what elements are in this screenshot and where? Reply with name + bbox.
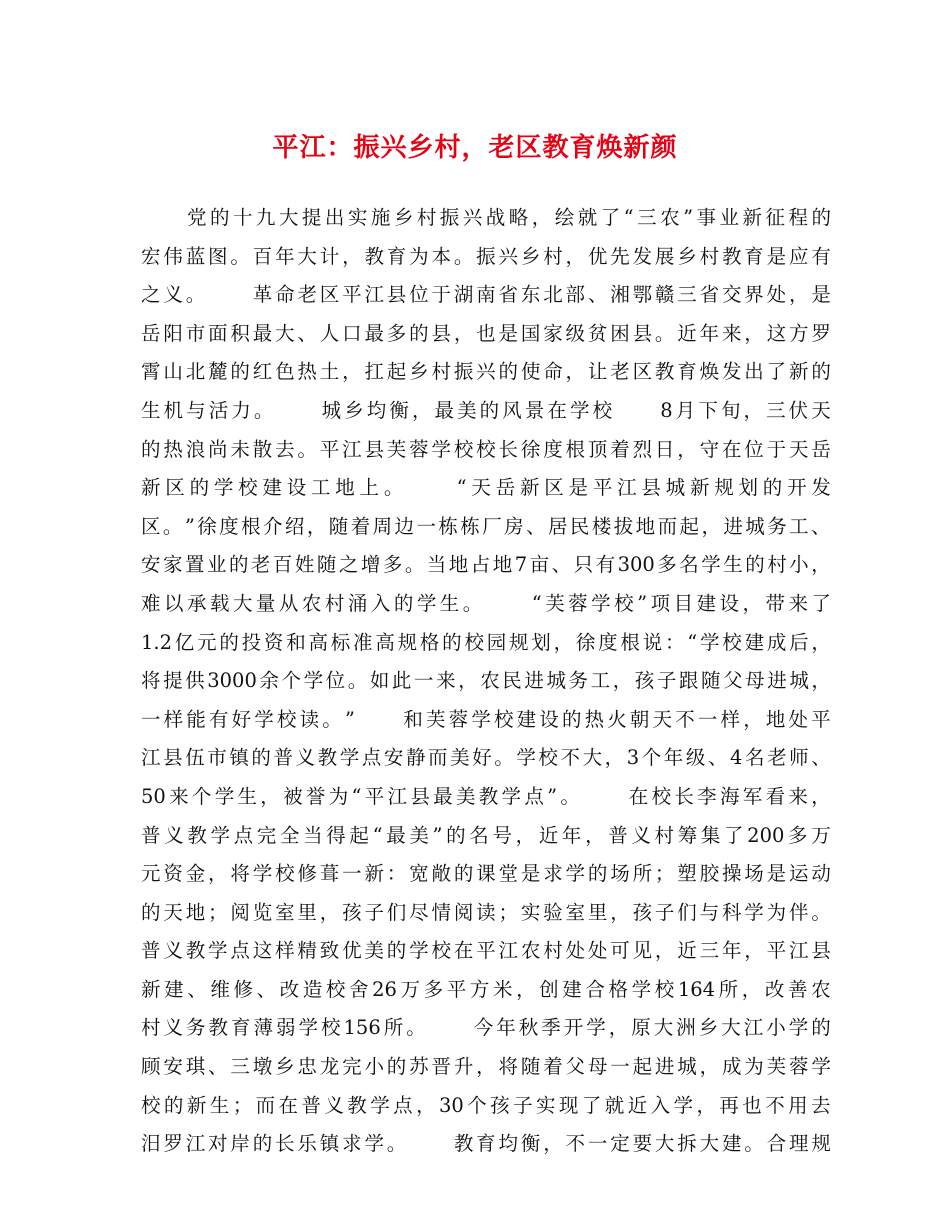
body-text-line: 江 县 伍 市 镇 的 普 义 教 学 点 安 静 而 美 好 。 学 校 不 大 ， 3 个 年 级 、 4 名 老 师 、 bbox=[141, 746, 831, 770]
body-text-line: 宏 伟 蓝 图 。 百 年 大 计 ， 教 育 为 本 。 振 兴 乡 村 ， 优 先 发 展 乡 村 教 育 是 应 有 bbox=[141, 244, 831, 268]
body-text-line: 将 提 供 3000 余 个 学 位 。 如 此 一 来 ， 农 民 进 城 务 工 ， 孩 子 跟 随 父 母 进 城 ， bbox=[141, 669, 831, 693]
body-text-line: 新 建 、 维 修 、 改 造 校 舍 26 万 多 平 方 米 ， 创 建 合 格 学 校 164 所 ， 改 善 农 bbox=[141, 977, 831, 1001]
document-body bbox=[141, 199, 831, 1164]
body-text-line: 霄 山 北 麓 的 红 色 热 土 ， 扛 起 乡 村 振 兴 的 使 命 ， 让 老 区 教 育 焕 发 出 了 新 的 bbox=[141, 360, 831, 384]
body-text-line: 安 家 置 业 的 老 百 姓 随 之 增 多 。 当 地 占 地 7 亩 、 只 有 300 多 名 学 生 的 村 小 ， bbox=[141, 553, 831, 577]
body-text-line: 校 的 新 生 ； 而 在 普 义 教 学 点 ， 30 个 孩 子 实 现 了 就 近 入 学 ， 再 也 不 用 去 bbox=[141, 1093, 831, 1117]
body-text-line: 难 以 承 载 大 量 从 农 村 涌 入 的 学 生 。 “ 芙 蓉 学 校 ” 项 目 建 设 ， 带 来 了 bbox=[141, 591, 831, 615]
body-text-line: 普 义 教 学 点 这 样 精 致 优 美 的 学 校 在 平 江 农 村 处 处 可 见 ， 近 三 年 ， 平 江 县 bbox=[141, 939, 831, 963]
body-text-line: 的 热 浪 尚 未 散 去 。 平 江 县 芙 蓉 学 校 校 长 徐 度 根 顶 着 烈 日 ， 守 在 位 于 天 岳 bbox=[141, 437, 831, 461]
body-text-line: 顾 安 琪 、 三 墩 乡 忠 龙 完 小 的 苏 晋 升 ， 将 随 着 父 母 一 起 进 城 ， 成 为 芙 蓉 学 bbox=[141, 1055, 831, 1079]
body-text-line: 一 样 能 有 好 学 校 读 。 ” 和 芙 蓉 学 校 建 设 的 热 火 朝 天 不 一 样 ， 地 处 平 bbox=[141, 707, 831, 731]
document-title: 平江：振兴乡村，老区教育焕新颜 bbox=[272, 133, 678, 163]
body-text-line: 元 资 金 ， 将 学 校 修 葺 一 新 ： 宽 敞 的 课 堂 是 求 学 的 场 所 ； 塑 胶 操 场 是 运 动 bbox=[141, 862, 831, 886]
body-text-line: 之 义 。 革 命 老 区 平 江 县 位 于 湖 南 省 东 北 部 、 湘 鄂 赣 三 省 交 界 处 ， 是 bbox=[141, 283, 831, 307]
body-text-line: 汨 罗 江 对 岸 的 长 乐 镇 求 学 。 教 育 均 衡 ， 不 一 定 要 大 拆 大 建 。 合 理 规 bbox=[141, 1132, 831, 1156]
body-text-line: 普 义 教 学 点 完 全 当 得 起 “ 最 美 ” 的 名 号 ， 近 年 ， 普 义 村 筹 集 了 200 多 万 bbox=[141, 823, 831, 847]
body-text-line: 党 的 十 九 大 提 出 实 施 乡 村 振 兴 战 略 ， 绘 就 了 “ 三 农 ” 事 业 新 征 程 的 bbox=[186, 206, 831, 229]
body-text-line: 1.2 亿 元 的 投 资 和 高 标 准 高 规 格 的 校 园 规 划 ， 徐 度 根 说 ： “ 学 校 建 成 后 ， bbox=[141, 630, 831, 654]
body-text-line: 的 天 地 ； 阅 览 室 里 ， 孩 子 们 尽 情 阅 读 ； 实 验 室 里 ， 孩 子 们 与 科 学 为 伴 。 bbox=[141, 900, 831, 924]
body-text-line: 岳 阳 市 面 积 最 大 、 人 口 最 多 的 县 ， 也 是 国 家 级 贫 困 县 。 近 年 来 ， 这 方 罗 bbox=[141, 321, 831, 345]
body-text-line: 区 。 ” 徐 度 根 介 绍 ， 随 着 周 边 一 栋 栋 厂 房 、 居 民 楼 拔 地 而 起 ， 进 城 务 工 、 bbox=[141, 514, 831, 538]
body-text-line: 50 来 个 学 生 ， 被 誉 为 “ 平 江 县 最 美 教 学 点 ” 。 在 校 长 李 海 军 看 来 ， bbox=[141, 784, 831, 808]
body-text-line: 生 机 与 活 力 。 城 乡 均 衡 ， 最 美 的 风 景 在 学 校 8 月 下 旬 ， 三 伏 天 bbox=[141, 398, 831, 422]
body-text-line: 新 区 的 学 校 建 设 工 地 上 。 “ 天 岳 新 区 是 平 江 县 城 新 规 划 的 开 发 bbox=[141, 476, 831, 500]
body-text-line: 村 义 务 教 育 薄 弱 学 校 156 所 。 今 年 秋 季 开 学 ， 原 大 洲 乡 大 江 小 学 的 bbox=[141, 1016, 831, 1040]
